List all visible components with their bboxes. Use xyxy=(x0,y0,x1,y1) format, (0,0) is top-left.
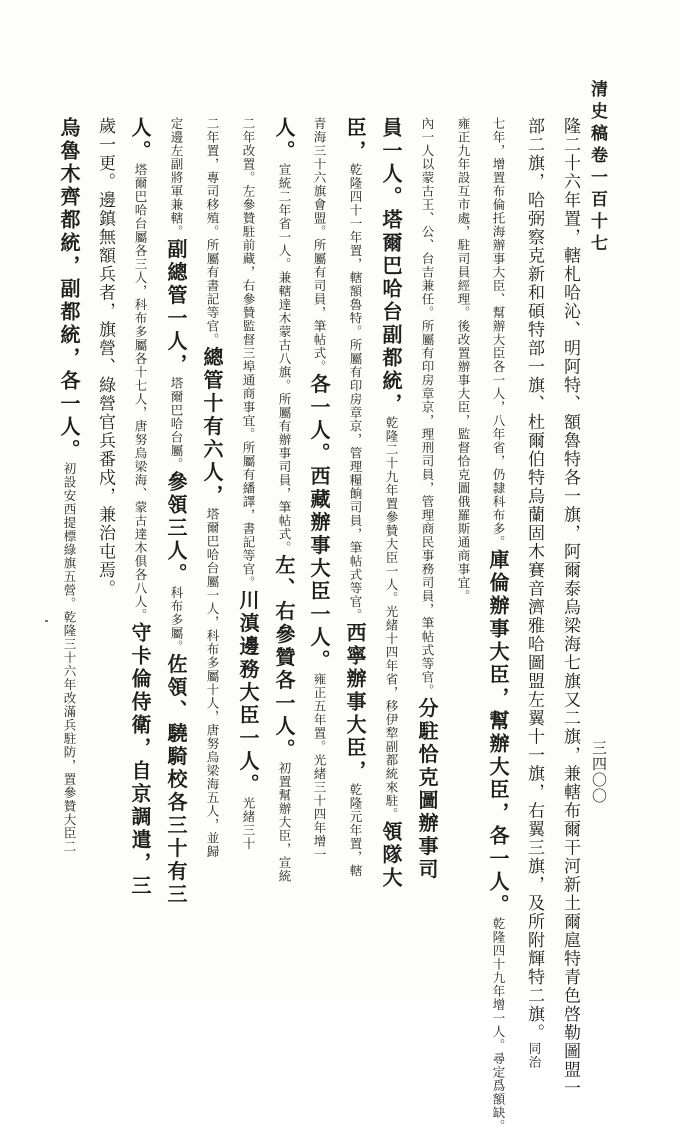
text-column xyxy=(159,117,193,977)
text-column xyxy=(517,117,551,1069)
annotation-text: 所屬有司員，筆帖式。 xyxy=(312,238,327,374)
heading-text: 西藏辦事大臣一人。 xyxy=(307,465,331,673)
body-text: 邊鎮無額兵者，旗營、綠營官兵番戍，兼治屯焉。 xyxy=(95,191,115,598)
heading-text: 庫倫辦事大臣，幫辦大臣，各一人。 xyxy=(486,549,510,917)
annotation-text: 光緒三十 xyxy=(241,796,256,851)
annotation-text: 塔爾巴哈台屬各三人，科布多屬各十七人，唐努烏梁海、蒙古達木俱各八人。 xyxy=(133,163,148,622)
text-column xyxy=(374,117,408,977)
heading-text: 分駐恰克圖辦事司 xyxy=(415,697,439,882)
annotation-text: 兼轄達木蒙古八旗。 xyxy=(277,271,292,393)
annotation-text: 初設安西提標綠旗五營。 xyxy=(62,462,77,611)
body-text: 隆二十六年置，轄札哈沁、明阿特、額魯特各一旗，阿爾泰烏梁海七旗又二旗，兼轄布爾干河新土爾扈特青色啓勒圖盟一 xyxy=(560,117,580,1098)
annotation-text: 乾隆四十九年增一人。尋定爲額缺。 xyxy=(491,917,506,1133)
annotation-text: 所屬有繙譯，書記等官。 xyxy=(241,441,256,590)
text-column xyxy=(88,117,122,977)
text-column xyxy=(52,117,86,977)
annotation-text: 乾隆三十六年改滿兵駐防，置參贊大臣二 xyxy=(62,610,77,854)
heading-text: 領隊大 xyxy=(379,821,403,890)
annotation-text: 塔爾巴哈台屬一人，科布多屬十人，唐努烏梁海五人，並歸 xyxy=(205,507,220,859)
annotation-text: 初置幫辦大臣，宣統 xyxy=(277,761,292,883)
annotation-text: 定邊左副將軍兼轄。 xyxy=(169,117,184,239)
annotation-text: 雍正九年設互市處，駐司員經理。後改置辦事大臣，監督恰克圖俄羅斯通商事宜。 xyxy=(456,117,471,603)
text-column xyxy=(553,117,587,1098)
annotation-text: 同治 xyxy=(527,1042,542,1069)
annotation-text: 光緒十四年省，移伊犂副都統來駐。 xyxy=(384,605,399,821)
text-column xyxy=(231,117,265,977)
heading-text: 臣， xyxy=(343,117,367,163)
heading-text: 總管十有六人， xyxy=(200,346,224,508)
annotation-text: 七年，增置布倫托海辦事大臣、幫辦大臣各一人，八年省，仍隸科布多。 xyxy=(491,117,506,549)
annotation-text: 所屬有印房章京，管理糧餉司員，筆帖式等官。 xyxy=(348,338,363,622)
text-column xyxy=(338,117,372,977)
heading-text: 副總管一人， xyxy=(164,238,188,377)
annotation-text: 所屬有辦事司員，筆帖式。 xyxy=(277,392,292,555)
annotation-text: 內一人以蒙古王、公、台吉兼任。所屬有印房章京，理刑司員，管理商民事務司員，筆帖式等官。 xyxy=(420,117,435,698)
annotation-text: 塔爾巴哈台屬。 xyxy=(169,376,184,471)
page-number: 三四〇〇 xyxy=(590,740,608,804)
heading-text: 塔爾巴哈台副都統， xyxy=(379,209,403,416)
heading-text: 川滇邊務大臣一人。 xyxy=(236,589,260,797)
text-column xyxy=(195,117,229,977)
body-text: 部二旗，哈弼察克新和碩特部一旗、杜爾伯特烏蘭固木賽音濟雅哈圖盟左翼十一旗，右翼三旗，及所附輝特二旗。 xyxy=(524,117,544,1042)
text-column xyxy=(302,117,336,977)
heading-text: 西寧辦事大臣， xyxy=(343,622,367,783)
text-column xyxy=(481,117,515,1133)
text-column xyxy=(410,117,444,977)
heading-text: 人。 xyxy=(128,117,152,163)
annotation-text: 乾隆二十九年置參贊大臣一人。 xyxy=(384,416,399,605)
annotation-text: 宣統二年省一人。 xyxy=(277,163,292,271)
annotation-text: 青海三十六旗會盟。 xyxy=(312,117,327,239)
annotation-text: 左參贊駐前藏，右參贊監督三埠通商事宜。 xyxy=(241,184,256,441)
heading-text: 參領三人。 xyxy=(164,471,188,586)
annotation-text: 二年改置。 xyxy=(241,117,256,185)
annotation-text: 所屬有書記等官。 xyxy=(205,238,220,347)
heading-text: 左、右參贊各一人。 xyxy=(272,554,296,762)
heading-text: 人。 xyxy=(272,117,296,163)
annotation-text: 乾隆元年置，轄 xyxy=(348,783,363,878)
heading-text: 守卡倫侍衛，自京調遣，三 xyxy=(128,622,152,898)
text-column xyxy=(446,117,480,977)
heading-text: 各一人。 xyxy=(307,373,331,466)
running-head: 清史稿卷一百十七 xyxy=(587,80,607,256)
annotation-text: 科布多屬。 xyxy=(169,586,184,654)
annotation-text: 雍正五年置。 xyxy=(312,672,327,754)
heading-text: 烏魯木齊都統，副都統，各一人。 xyxy=(57,117,81,462)
heading-text: 佐領、驍騎校各三十有三 xyxy=(164,653,188,907)
heading-text: 員一人。 xyxy=(379,117,403,209)
annotation-text: 二年置，專司移殖。 xyxy=(205,117,220,239)
annotation-text: 光緒三十四年增一 xyxy=(312,753,327,862)
annotation-text: 乾隆四十一年置，轄額魯特。 xyxy=(348,163,363,339)
text-column xyxy=(123,117,157,977)
body-text: 歲一更。 xyxy=(95,117,115,191)
scan-speck xyxy=(45,620,48,622)
text-column xyxy=(267,117,301,977)
